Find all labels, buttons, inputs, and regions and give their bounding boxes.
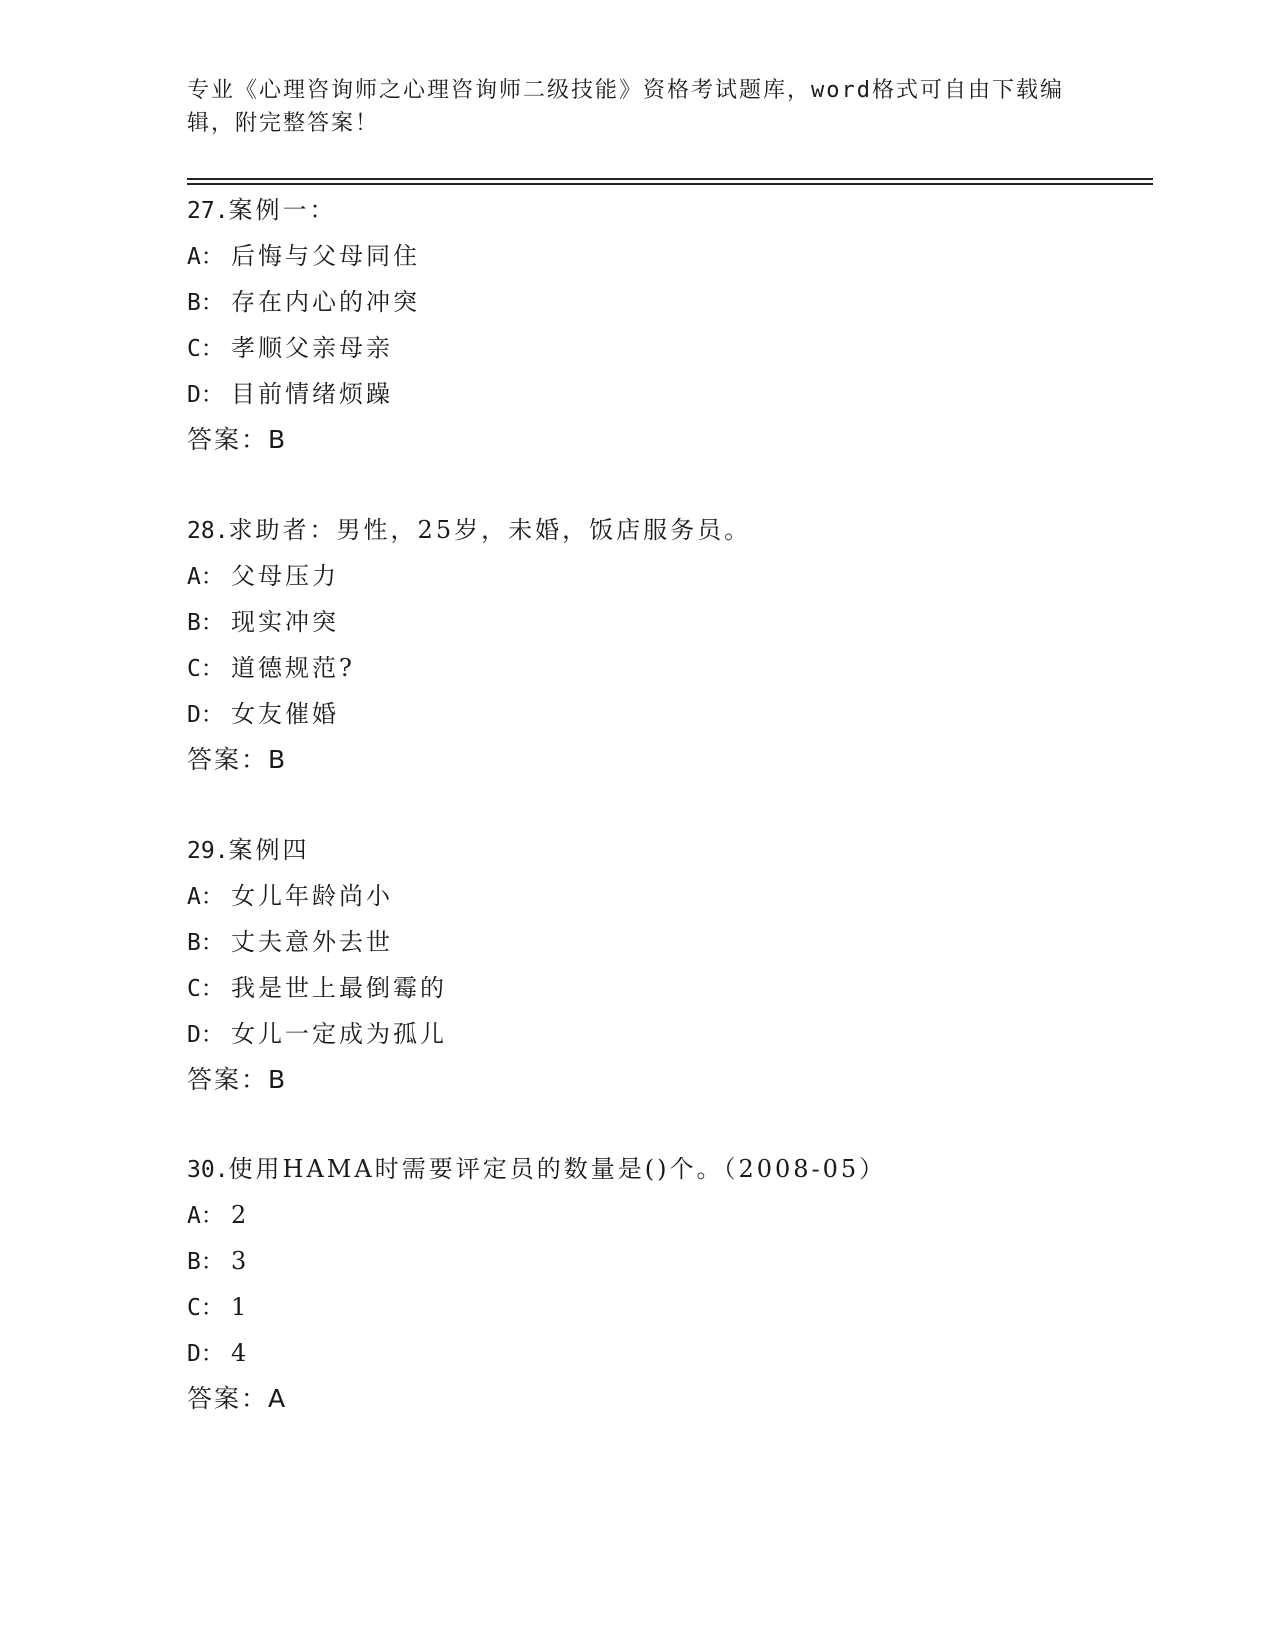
option-text: 后悔与父母同住 <box>231 242 420 270</box>
option-key: A： <box>187 884 224 910</box>
question-30 <box>187 1146 1147 1422</box>
option-key: D： <box>187 1022 224 1048</box>
answer-line <box>187 1376 1147 1422</box>
question-number: 29. <box>187 838 229 864</box>
question-text: 案例一： <box>228 196 337 224</box>
option-key: D： <box>187 382 224 408</box>
option-text: 我是世上最倒霉的 <box>231 974 447 1002</box>
answer-label: 答案： <box>187 1384 269 1413</box>
option-key: C： <box>187 656 224 682</box>
option-a <box>187 233 1147 279</box>
option-key: B： <box>187 930 224 956</box>
option-d <box>187 371 1147 417</box>
question-text: 案例四 <box>228 836 310 864</box>
option-c <box>187 645 1147 691</box>
option-key: D： <box>187 702 224 728</box>
option-text: 目前情绪烦躁 <box>231 380 393 408</box>
question-28 <box>187 507 1147 783</box>
option-text: 父母压力 <box>231 562 339 590</box>
option-c <box>187 325 1147 371</box>
answer-value: A <box>268 1384 288 1413</box>
question-number: 28. <box>187 518 229 544</box>
option-key: C： <box>187 976 224 1002</box>
option-d <box>187 1330 1147 1376</box>
answer-line <box>187 417 1147 463</box>
option-text: 3 <box>231 1247 250 1275</box>
answer-label: 答案： <box>187 425 269 454</box>
answer-value: B <box>268 1065 288 1094</box>
option-d <box>187 1011 1147 1057</box>
question-29 <box>187 827 1147 1103</box>
option-b <box>187 1238 1147 1284</box>
option-a <box>187 873 1147 919</box>
option-a <box>187 1192 1147 1238</box>
question-stem <box>187 187 1147 233</box>
option-text: 孝顺父亲母亲 <box>231 334 393 362</box>
question-text: 使用HAMA时需要评定员的数量是()个。（2008-05） <box>228 1155 887 1183</box>
option-c <box>187 965 1147 1011</box>
option-text: 丈夫意外去世 <box>231 928 393 956</box>
option-d <box>187 691 1147 737</box>
option-key: D： <box>187 1341 224 1367</box>
option-text: 4 <box>231 1339 250 1367</box>
option-a <box>187 553 1147 599</box>
option-text: 现实冲突 <box>231 608 339 636</box>
option-key: B： <box>187 1249 224 1275</box>
option-text: 道德规范? <box>231 654 355 682</box>
option-key: B： <box>187 290 224 316</box>
option-text: 2 <box>231 1201 250 1229</box>
question-stem <box>187 1146 1147 1192</box>
option-text: 1 <box>231 1293 250 1321</box>
option-key: C： <box>187 336 224 362</box>
document-intro: 专业《心理咨询师之心理咨询师二级技能》资格考试题库，word格式可自由下载编辑，附完整答案！ <box>187 78 1064 136</box>
answer-label: 答案： <box>187 745 269 774</box>
option-text: 女友催婚 <box>231 700 339 728</box>
question-number: 30. <box>187 1157 229 1183</box>
option-b <box>187 599 1147 645</box>
question-number: 27. <box>187 198 229 224</box>
answer-line <box>187 1057 1147 1103</box>
question-text: 求助者：男性，25岁，未婚，饭店服务员。 <box>228 516 752 544</box>
option-key: A： <box>187 564 224 590</box>
option-text: 女儿一定成为孤儿 <box>231 1020 447 1048</box>
header-divider-top <box>187 178 1153 180</box>
option-text: 女儿年龄尚小 <box>231 882 393 910</box>
question-stem <box>187 507 1147 553</box>
question-stem <box>187 827 1147 873</box>
option-key: A： <box>187 244 224 270</box>
option-text: 存在内心的冲突 <box>231 288 420 316</box>
option-b <box>187 279 1147 325</box>
option-key: A： <box>187 1203 224 1229</box>
answer-label: 答案： <box>187 1065 269 1094</box>
option-b <box>187 919 1147 965</box>
header-divider-bottom <box>187 183 1153 185</box>
option-key: B： <box>187 610 224 636</box>
question-27 <box>187 187 1147 463</box>
answer-value: B <box>268 745 288 774</box>
answer-value: B <box>268 425 288 454</box>
answer-line <box>187 737 1147 783</box>
option-key: C： <box>187 1295 224 1321</box>
option-c <box>187 1284 1147 1330</box>
